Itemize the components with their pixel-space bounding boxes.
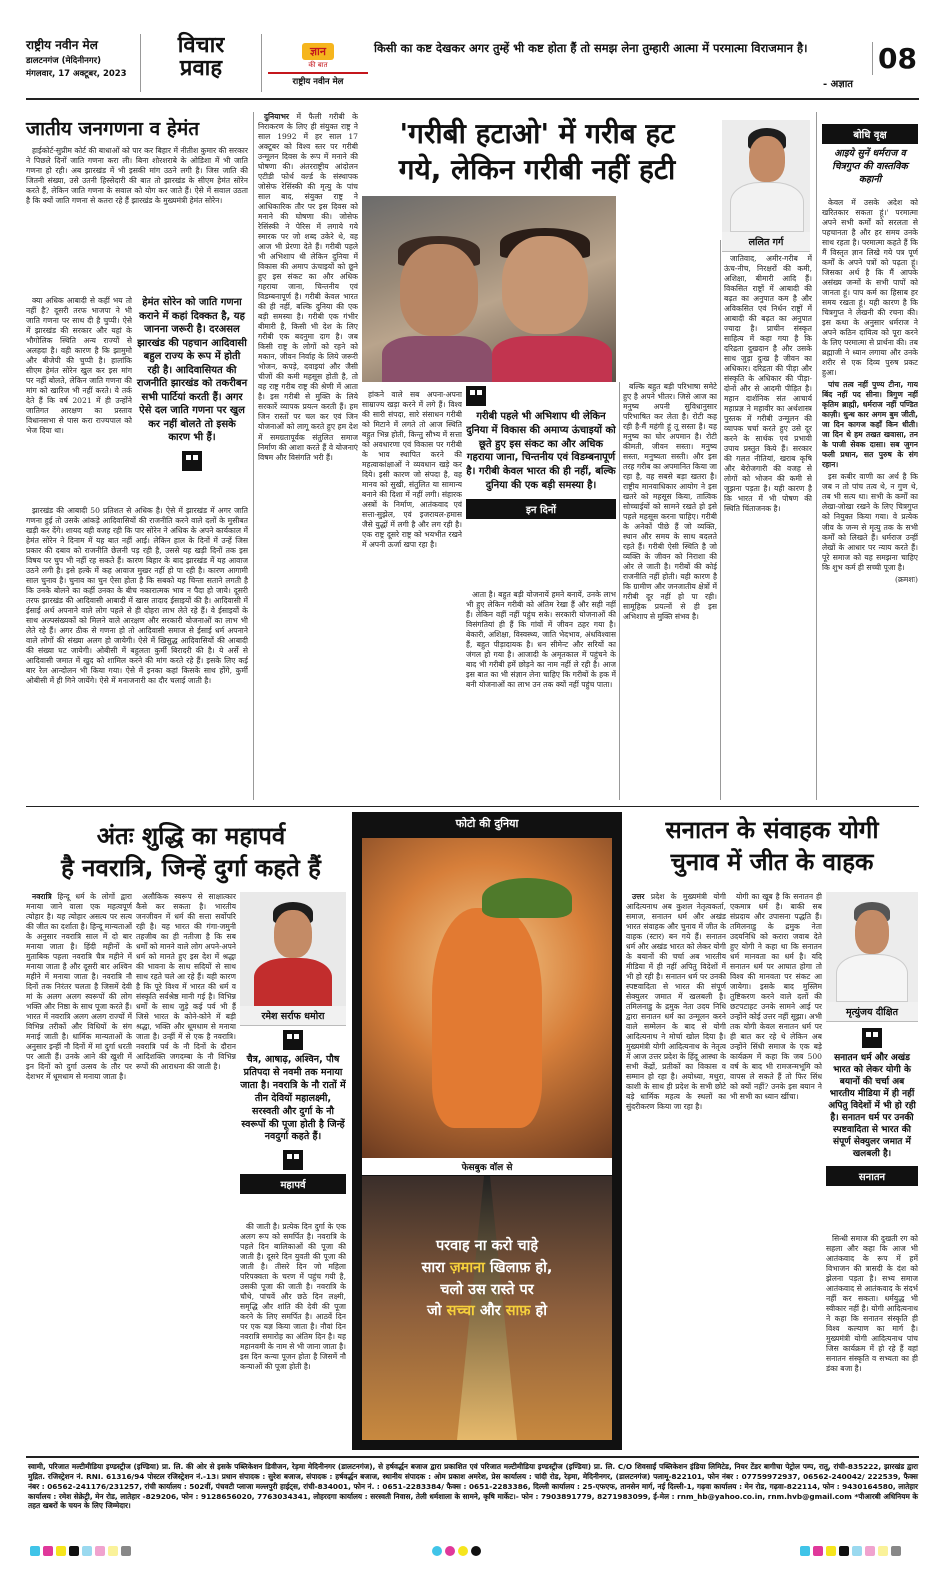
- imprint-note: *पीआरबी अधिनियम के तहत खबरों के चयन के लिए जिम्मेदार।: [28, 1491, 918, 1511]
- quote-author: - अज्ञात: [823, 79, 853, 90]
- author-name: ललित गर्ग: [722, 232, 810, 252]
- registration-dots: [432, 1546, 481, 1558]
- article2-text: में फैली गरीबी के निराकरण के लिए ही संयुक्त राष्ट्र ने साल 1992 में हर साल 17 अक्टूबर को विश्व स्तर पर गरीबी उन्मूलन दिवस के रूप में मनाने की घोषणा की। अंतरराष्ट्रीय आंदोलन एटीडी फोर्थ वर्ल्ड के संस्थापक जोसेफ रेसिंस्की की मृत्यु के पांच साल बाद, संयुक्त राष्ट्र ने आधिकारिक तौर पर इस दिवस को मनाने की घोषणा की। जोसेफ रेसिंस्की ने पेरिस में लगाये गये स्मारक पर जो शब्द उकेरे थे, वह आज भी प्रेरणा देते हैं। गरीबी पहले भी अभिशाप थी लेकिन दुनिया में विकास की अमाप ऊंचाइयों को छूने हुए इस संकट का और अधिक गहराया जाना, चिन्तनीय एवं विडम्बनापूर्ण है। गरीबी केवल भारत की ही नहीं, बल्कि दुनिया की एक बड़ी समस्या है। गरीबी एक गंभीर बीमारी है, किसी भी देश के लिए गरीबी एक बदनुमा दाग है। जब किसी राष्ट्र के लोगों को रहने को मकान, जीवन निर्वाह के लिये जरूरी भोजन, कपड़े, दवाइयां और जैसी चीजों की कमी महसूस होती है, तो वह राष्ट्र गरीब राष्ट्र की श्रेणी में आता है। इस गरीबी से मुक्ति के लिये सरकारें व्यापक प्रयत्न करती हैं। हम जिन रास्तों पर चल कर एवं जिन योजनाओं को लागू करते हुए हम देश में समग्रतापूर्वक संतुलित समाज निर्माण की आशा करते हैं वे योजनाएं विषम और विसंगति भरी हैं।: [258, 112, 358, 462]
- color-swatches-right: [800, 1546, 901, 1558]
- date-line: मंगलवार, 17 अक्टूबर, 2023: [26, 69, 127, 79]
- pullquote-text: चैत्र, आषाढ़, अश्विन, पौष प्रतिपदा से नवमी तक मनाया जाता है। नवरात्रि के नौ रातों में तीन देवियों महालक्ष्मी, सरस्वती और दुर्गा के नौ स्वरूपों की पूजा होती है जिन्हें नवदुर्गा कहते हैं।: [240, 1054, 346, 1143]
- swatch: [82, 1546, 92, 1556]
- verse-line: [370, 1258, 604, 1280]
- article2-body-4: [623, 382, 717, 800]
- article5-para: [626, 892, 726, 1112]
- verse-word: साफ़: [505, 1303, 531, 1320]
- bodhi-end: (क्रमशः): [895, 574, 918, 584]
- article4-text: हिन्दू धर्म के लोगों द्वारा मनाया जाने वाला एक महत्वपूर्ण त्योहार है। यह त्योहार असत्य पर सत्य की जीत का दर्शाता है। हिन्दू मान्यताओं के अनुसार नवरात्रि साल में दो बार मनाया जाता है। हिंदी महीनों के मुताबिक पहला नवरात्रि चैत्र महीने में मनाया जाता है और दूसरी बार अश्विन महीने में मनाया जाता है। नवरात्रि नौ दिनों तक निरंतर चलता है जिसमें देवी मां के अलग अलग स्वरूपों की लोग भक्ति और निष्ठा के साथ पूजा करते हैं। भारत में नवरात्रि अलग अलग राज्यों में विभिन्न तरीकों और विधियों के संग मनाई जाती है। धार्मिक मान्यताओं के अनुसार इन्हीं नौ दिनों में मां दुर्गा धरती पर आती हैं। उनके आने की खुशी में इन दिनों को दुर्गा उत्सव के तौर पर देशभर में धूमधाम से मनाया जाता है।: [26, 892, 132, 1082]
- imprint-text: स्वामी, परिजात मल्टीमीडिया इण्डस्ट्रीज (इण्डिया) प्रा. लि. की ओर से इसके पब्लिकेशन डिवीजन, रेड़मा मेदिनीनगर (डालटनगंज), से हर्षवर्द्धन बजाज द्वारा प्रकाशित एवं परिजात मल्टीमीडिया इण्डस्ट्रीज (इण्डिया) प्रा. लि. C/O शिवसाईं पब्लिकेशन इंडिया लिमिटेड, नियर टेंडर बागीचा पेट्रोल पम्प, रातू, रांची-835222, झारखंड द्वारा मुद्रित. रजिस्ट्रेशन नं. RNI. 61316/94 पोस्टल रजिस्ट्रेशन नं.-13। प्रधान संपादक : सुरेश बजाज, संपादक : हर्षवर्द्धन बजाज, स्थानीय संपादक : ओम प्रकाश अमरेश, प्रेस कार्यालय : चांदी रोड, रेड़मा, मेदिनीनगर, (डालटनगंज) पलामू-822101, फोन नंबर : 07759972937, 06562-240042/ 222539, फैक्स नंबर : 06562-241176/231257, रांची कार्यालय : 502वीं, पंचवटी प्लाजा मल्लपुरी हाईट्स, रांची-834001, फोन नं. : 0651-2283384/ फैक्स : 0651-2283386, दिल्ली कार्यालय : 25-एफएफ, तानसेन मार्ग, नई दिल्ली-1, गढ़वा कार्यालय : मेन रोड, गढ़वा-822114, फोन : 9430164580, लातेहार कार्यालय : रमेश सेक्रेट्री, मेन रोड, लातेहार -829206, फोन : 9128656020, 7763034341, लोहरदगा कार्यालय : सरस्वती निवास, तेली धर्मशाला के सामने, कृषि मार्केट।- फोन : 7903891779, 8271983099, ई-मेल : rnm_hb@yahoo.co.in, rnm.hvb@gmail.com: [28, 1462, 918, 1501]
- swatch: [800, 1546, 810, 1556]
- article1-pullquote: [136, 296, 248, 502]
- footer-rule: [26, 1456, 919, 1458]
- article5-headline-line1: सनातन के संवाहक योगी: [665, 816, 879, 844]
- page-number: 08: [872, 42, 922, 75]
- gyan-sub: की बात: [308, 61, 328, 69]
- article5-headline-line2: चुनाव में जीत के वाहक: [670, 848, 874, 877]
- swatch: [813, 1546, 823, 1556]
- article4-body-2: [136, 892, 236, 1450]
- quote-image: [362, 1176, 612, 1440]
- section-title: [140, 34, 262, 92]
- article1-body-1: [26, 146, 248, 294]
- author-photo-lalit: [722, 120, 810, 232]
- photo-world-title: फोटो की दुनिया: [455, 817, 519, 830]
- article2-para: हांकने वाले सब अपना-अपना साम्राज्य खड़ा करने में लगे हैं। विश्व की सारी संपदा, सारे संसाधन गरीबी को मिटाने में लगते तो आज स्थिति बहुत भिन्न होती, किन्तु सौभ्य में सत्ता को अवधारणा एवं विकास पर गरीबी के भाव स्थापित करने की महत्वाकांक्षाओं ने व्यवधान खड़े कर दिये। इसी कारण जो संपदा है, वह मानव को सुखी, संतुलित या सामान्य बनाने की दिशा में नहीं लगी। संहारक अस्त्रों के निर्माण, आतंकवाद एवं सत्ता-सुझेल, एवं इजरायल-हमास जैसे युद्धों में लगी है और लग रही है। एक राष्ट्र दूसरे राष्ट्र को भयभीत रखने में अपनी ऊर्जा खपा रहा है।: [362, 390, 462, 550]
- photo-credit: फेसबुक वॉल से: [362, 1158, 612, 1175]
- author-name: रमेश सर्राफ धमोरा: [240, 1006, 346, 1026]
- quote-mark-icon: [283, 1150, 303, 1170]
- verse-word: सारा: [421, 1259, 445, 1276]
- section-title-line1: विचार: [177, 33, 225, 58]
- pullquote-text: हेमंत सोरेन को जाति गणना कराने में कहां दिक्कत है, यह जानना जरूरी है। दरअसल झारखंड की पहचान आदिवासी बहुल राज्य के रूप में होती रही है। आदिवासियत की राजनीति झारखंड को तकरीबन सभी पार्टियां करती हैं। अगर ऐसे दल जाति गणना पर खुल कर नहीं बोलते तो इसके कारण भी हैं।: [136, 297, 248, 443]
- photo-shape: [482, 878, 572, 918]
- swatch: [891, 1546, 901, 1556]
- pullquote-text: गरीबी पहले भी अभिशाप थी लेकिन दुनिया में विकास की अमाप्य ऊंचाइयों को छूते हुए इस संकट का और अधिक गहराया जाना, चिन्तनीय एवं विडम्बनापूर्ण है। गरीबी केवल भारत की ही नहीं, बल्कि दुनिया की एक बड़ी समस्या है।: [466, 411, 616, 491]
- imprint-line: [28, 1462, 918, 1511]
- column-tag: सनातन: [826, 1166, 918, 1186]
- bodhi-headline: आइये सुनें धर्मराज व चित्रगुप्त की वास्तविक कहानी: [832, 148, 908, 185]
- swatch: [69, 1546, 79, 1556]
- swatch: [56, 1546, 66, 1556]
- author-photo-mrityunjay: [826, 892, 918, 1002]
- bodhi-body: [822, 198, 918, 800]
- swatch: [121, 1546, 131, 1556]
- swatch: [95, 1546, 105, 1556]
- article5-body-1: [626, 892, 726, 1450]
- photo-shape: [492, 336, 612, 382]
- col-divider: [816, 112, 817, 800]
- article1-para: क्या अधिक आबादी से कहीं भय तो नहीं है? दूसरी तरफ भाजपा ने भी जाति गणना पर साथ दी है चुप्पी। ऐसे में झारखंड की सरकार और यहां के भौगोलिक स्थिति अन्य राज्यों से अलहदा है। वही कारण है कि झामुमो और बीजेपी की चुप्पी है। हालांकि सीएम हेमंत सोरेन खुल कर इस मांग पर नहीं बोलते, लेकिन जाति गणना की मांग को खारिज भी नहीं करते। ये तर्क देते हैं कि वर्ष 2021 में ही उन्होंने जातिगत आरक्षण का प्रस्ताव विधानसभा से पास करा राज्यपाल को भेज दिया था।: [26, 296, 132, 436]
- swatch: [108, 1546, 118, 1556]
- article4-para: की जाती है। प्रत्येक दिन दुर्गा के एक अलग रूप को समर्पित है। नवरात्रि के पहले दिन बालिकाओं की पूजा की जाती है। दूसरे दिन युवती की पूजा की जाती है। तीसरे दिन जो महिला परिपक्वता के चरण में पहुंच गयी है, उसकी पूजा की जाती है। नवरात्रि के चौथे, पांचवें और छठे दिन लक्ष्मी, समृद्धि और शांति की देवी की पूजा करने के लिए समर्पित है। आठवें दिन पर एक यज्ञ किया जाता है। नौवां दिन नवरात्रि समारोह का अंतिम दिन है। यह महानवमी के नाम से भी जाना जाता है। इस दिन कन्या पूजन होता है जिसमें नौ कन्याओं की पूजा होती है।: [240, 1222, 346, 1372]
- verse-line: [370, 1301, 604, 1323]
- section-rule: [26, 806, 919, 807]
- swatch: [852, 1546, 862, 1556]
- swatch: [30, 1546, 40, 1556]
- swatch: [865, 1546, 875, 1556]
- verse-word: हो: [535, 1303, 547, 1320]
- verse-word: ज़माना: [449, 1259, 485, 1276]
- photo-world-box: [352, 812, 622, 1450]
- photo-shape: [274, 910, 312, 958]
- photo-shape: [836, 954, 908, 1002]
- quote-image-text: [370, 1236, 604, 1323]
- swatch: [839, 1546, 849, 1556]
- article1-para: झारखंड की आबादी 50 प्रतिशत से अधिक है। ऐसे में झारखंड में अगर जाति गणना हुई तो उसके आंकड़े आदिवासियों की राजनीति करने वाले दलों के मुसीबत खड़ी कर देंगे। शायद यही वजह रही कि पार सोरेन ने अधिक के अपने कार्यकाल में हेमंत सोरेन ने दिनाम में यह बात नहीं आई। लेकिन हाल के दिनों में उन्हें जिस प्रकार की दबाव को राजनीति छेलनी पड़ रही है, उससे यह खड़ी दिनों तक इस विषय पर चुप भी नहीं रह सकते हैं। कारण बिहार के बाद झारखंड में यह आवाज उठने लगी है। इसे हल्के में कह आवाज मुखर नहीं हो पा रही है। कारण आगामी साल चुनाव है। चुनाव का चुन ऐसा होता है कि सबको यह चिन्ता सताने लगती है कि उनके बोलने का कहीं उनका के बीच नकारात्मक भाव न पैदा हो जाये। दूसरी तरफ झारखंड की आदिवासी आबादी में खास तादाद ईसाइयों की है। आदिवासी में ईसाई अर्थ अपनाने वाले लोग पहले से ही दोहरा लाभ लेते रहे हैं। वे ईसाइयों के साथ अल्पसंख्यकों को मिलने वाले आरक्षण और सरकारी योजनाओं का लाभ भी लेते रहे हैं। अगर ठीक से गणना हो तो आदिवासी समाज से ईसाई धर्म अपनाने वाले लोगों की संख्या अलग हो जायेगी। ऐसे में खिसुद्ध आदिवासियों की आबादी की संख्या घट जायेगी। ओबीसी में बहुलता कुर्मी बिरादरी की है। ये अर्से से आदिवासी जमात में खुद को शामिल करने की मांग करते रहे हैं। इसके लिए कई बार रेल आन्दोलन भी किया गया। ऐसे में इनका कहां किसके साथ होंगे, कुर्मी ओबीसी में ही गिने जायेंगे। ऐसे में मनाजनारी का दौर चलाई जाती है।: [26, 506, 248, 686]
- article4-headline-line2: है नवरात्रि, जिन्हें दुर्गा कहते हैं: [61, 854, 321, 883]
- article2-para: आता है। बहुत बड़ी योजनायें हमने बनायें, उनके लाभ भी हुए लेकिन गरीबी को अंतिम रेखा हैं और सही नहीं हैं। लेकिन वहीं नहीं पहुंच सके। सरकारी योजनाओं की विसंगतियां ही हैं कि गांवों में जीवन ठहर गया है। बेकारी, अशिक्षा, विस्वस्थ्य, जाति भेदभाव, अंधविश्वास हैं, बहुत पीड़ादायक है। धन सीमेन्ट और सरियों का जंगल हो गया है। आजादी के अमृतकाल में पहुंचने के बाद भी गरीबी हमें छोड़ने का नाम नहीं ले रही है। आज इस बात का भी संज्ञान लेना चाहिए कि गरीबों के हक में बनी योजनाओं का लाभ उन तक क्यों नहीं पहुंच पाता।: [466, 590, 616, 690]
- article2-para: बल्कि बहुत बड़ी परिभाषा समेटे हुए है अपने भीतर। जिसे आज का मनुष्य अपनी सुविधानुसार परिभाषित कर लेता है। रोटी कह रही है-मैं महंगी हूं तू सस्ता है। यह मनुष्य का घोर अपमान है। रोटी कीमती, जीवन सस्ता। मनुष्य सस्ता, मनुष्यता सस्ती। और इस तरह गरीब का अपमानित किया जा रहा है, वह सबसे बड़ा खतरा है। राष्ट्रीय मानवाधिकार आयोग ने इस खतरे को महसूस किया, तात्विक सोच्चाईयों को सामने रखते हो इसे पहले महसूस करना चाहिए। गरीबी के अनेकों पीछे हैं जो व्यक्ति, स्थान और समय के साथ बदलते रहते हैं। गरीबी ऐसी स्थिति है जो व्यक्ति के जीवन को निराशा की ओर ले जाती है। गरीबों की कोई राजनीति नहीं होती। यही कारण है कि ग्रामीण और जनजातीय क्षेत्रों में गरीबी दूर नहीं हो पा रही। सामूहिक प्रयत्नों से ही इस अभिशाप से मुक्ति संभव है।: [623, 382, 717, 622]
- bodhi-para: केवल में उसके अदेश को खरितकार सकता हूं।' परमात्मा अपने सभी कर्मों को सरलता से पहचानता है और हर समय उनके साथ रहता है। परमात्मा कहते हैं कि मैं विस्तृत ज्ञान लिखे गये पत्र पूर्ण कर्मों के अपने पत्रों को पढ़ता हूं। जिसका अर्थ है कि मैं आपके असंख्य जन्मों के सभी पापों को जानता हूं। पाप कर्म का हिसाब हर समय रखता हूं। यही कारण है कि चित्रगुप्त ने लेखनी की रचना की। इस कथा के अनुसार धर्मराज ने अपने कठिन दायित्व को पूरा करने के लिए परमात्मा से प्रार्थना की। तब ब्रह्माजी ने ध्यान लगाया और उनके शरीर से एक दिव्य पुरुष प्रकट हुआ।: [822, 198, 918, 378]
- article2-lead: दुनियाभर: [264, 112, 290, 121]
- quote-mark-icon: [466, 386, 486, 406]
- masthead-rule: [26, 98, 919, 100]
- children-photo: [362, 196, 616, 382]
- article5-para: सिन्धी समाज की दुखती रग को सहला और कहा कि आज भी आतंकवाद के रूप में हमें विभाजन की त्रासदी के दंश को झेलना पड़ता है। सभ्य समाज आतंकवाद से आतंकवाद के संदर्भ नहीं कर सकता। धर्मयुद्ध भी स्वीकार नहीं है। योगी आदित्यनाथ ने कहा कि सनातन संस्कृति ही विश्व कल्याण का मार्ग है। मुख्यमंत्री योगी आदित्यनाथ पांच जिस कार्यक्रम में हो रहे हैं वहां सनातन संस्कृति व सभ्यता का ही डंका बजा है।: [826, 1234, 918, 1374]
- photo-shape: [432, 908, 542, 1128]
- quote-mark-icon: [283, 1030, 303, 1050]
- gyan-ki-baat-logo: [268, 40, 368, 88]
- brand-block: [26, 36, 136, 79]
- photo-shape: [730, 182, 804, 232]
- article3-body-1: [724, 254, 812, 800]
- verse-word: सच्चा: [446, 1303, 475, 1320]
- article4-lead: नवरात्रि: [32, 892, 52, 901]
- bodhi-tag: बोधि वृक्ष: [822, 124, 918, 144]
- bodhi-para: इस कबीर वाणी का अर्थ है कि जब न तो पांच तत्व थे, न गुण थे, तब भी सत्य था। सभी के कर्मों का लेखा-जोखा रखने के लिए चित्रगुप्त को नियुक्त किया गया। वे प्रत्येक जीव के जन्म से मृत्यु तक के सभी कर्मों को लिखते हैं। धर्मराज उन्हीं लेखों के आधार पर न्याय करते हैं। पूरे समाज को यह समझना चाहिए कि शुभ कर्म ही सच्ची पूजा है।: [822, 472, 918, 572]
- author-photo-ramesh: [240, 892, 346, 1006]
- swatch: [445, 1546, 455, 1556]
- article3-para: जातिवाद, अमीर-गरीब में ऊंच-नीच, निरक्षरों की कमी, अशिक्षा, बीमारी आदि हैं। विकसित राष्ट्रों में आबादी की बढ़त का अनुपात कम है और अविकसित एवं निर्धन राष्ट्रों में आबादी की बढ़त का अनुपात ज्यादा है। प्राचीन संस्कृत साहित्य में कहा गया है कि दरिद्रता दुखदान है और उसके साथ जुड़ा दुःख है जीवन का अधिकार। दरिद्रता की पीड़ा और संस्कृति के अधिकार की पीड़ा-दोनों और से आदमी पीड़ित है। महान दार्शनिक संत आचार्य महाप्रज्ञ ने महावीर का अर्थशास्त्र पुस्तक में गरीबी उन्मूलन की व्यापक चर्चा करते हुए उसे दूर करने के सार्थक एवं प्रभावी उपाय प्रस्तुत किये हैं। सरकार की गलत नीतियां, खराब कृषि और बेरोजगारी की वजह से लोगों को भोजन की कमी से जूझना पड़ता है। यही कारण है कि भारत में भी पोषण की स्थिति चिंताजनक है।: [724, 254, 812, 514]
- article4-headline-line1: अंतः शुद्धि का महापर्व: [96, 822, 286, 850]
- author-name: मृत्युंजय दीक्षित: [826, 1002, 918, 1022]
- article5-pullquote: [826, 1028, 918, 1212]
- swatch: [826, 1546, 836, 1556]
- article1-headline: जातीय जनगणना व हेमंत: [26, 118, 200, 140]
- article2-pullquote: [466, 382, 616, 582]
- photo-shape: [400, 244, 478, 336]
- verse-word: खिलाफ़ हो,: [489, 1259, 553, 1276]
- photo-shape: [502, 236, 588, 334]
- hanuman-image: [362, 838, 612, 1158]
- article4-headline: [26, 820, 356, 885]
- col-divider: [720, 240, 721, 800]
- article2-body-3: [466, 590, 616, 800]
- article1-para: हाईकोर्ट-सुप्रीम कोर्ट की बाधाओं को पार कर बिहार में नीतीश कुमार की सरकार ने पिछले दिनों जाति गणना करा ली। बिना शोरशराबे के ओडिशा में भी जाति गणना हो रही। अब झारखंड में भी इसकी मांग उठने लगी है। जिस जाति की जितनी संख्या, उसे उतनी हिस्सेदारी की बात तो झारखंड के सीएम हेमंत सोरेन करते हैं, लेकिन जाति गणना के सवाल को योग कर जाते हैं। ऐसे में सवाल उठता है कि क्यों जाति गणना से कतरा रहे हैं झारखंड के मुख्यमंत्री हेमंत सोरेन।: [26, 146, 248, 206]
- article2-body-1: [258, 112, 358, 800]
- article4-para: [26, 892, 132, 1082]
- article5-lead: उत्तर: [632, 892, 645, 901]
- verse-word: जो: [427, 1303, 442, 1320]
- verse-line: परवाह ना करो चाहे: [435, 1238, 539, 1254]
- article5-para: योगी का खूब है कि सनातन ही एकमात्र धर्म है। बाकी सब संप्रदाय और उपासना पद्धति हैं। तमिलनाडु के द्रमुक नेता उदयनिधि को करारा जवाब देते हुए योगी ने कहा था कि सनातन धर्म मानवता का धर्म है। यदि सनातन धर्म पर आघात होगा तो विश्व की मानवता पर संकट आ जायेगा। इसके बाद मुस्लिम तुष्टिकरण करने वाले दलों की छटपटाहट उनके सामने आई पर उन्होंने कोई उत्तर नहीं सूझा। अभी तक योगी केवल सनातन धर्म पर ही बात कर रहे थे लेकिन अब उन्होंने सिंधी समाज के एक बड़े कार्यक्रम में कहा कि जब 500 वर्ष के बाद भी रामजन्मभूमि को वापस ले सकते हैं तो फिर सिंध को क्यों नहीं? उनके इस बयान ने भी सभी का ध्यान खींचा।: [730, 892, 822, 1102]
- gyan-brand: राष्ट्रीय नवीन मेल: [268, 72, 368, 87]
- article4-pullquote: [240, 1030, 346, 1210]
- article1-body-3: [26, 506, 248, 798]
- quote-mark-icon: [182, 451, 202, 471]
- article4-para: अलौकिक स्वरूप से साक्षात्कार कैसे कर सकता है। भारतीय जनजीवन में धर्म की सत्ता सर्वोपरि रही है। यह भारत की गंगा-जमुनी तहजीब का ही नतीजा है कि सब धर्मों को मानने वाले लोग अपने-अपने धर्म को मानते हुए इस देश में श्रद्धा की भावना के साथ सदियों से साथ साथ रहते चले आ रहे हैं। यही कारण है कि पूरे विश्व में भारत की धर्म व संस्कृति सर्वश्रेष्ठ मानी गई है। विभिन्न धर्मों के साथ जुड़े कई पर्व भी हैं जिसे भारत के कोने-कोने में बड़ी श्रद्धा, भक्ति और धूमधाम से मनाया जाता है। उन्हीं में से एक है नवरात्रि। नवरात्रि पर्व के नौ दिनों के दौरान आदिशक्ति जगदम्बा के नौ विभिन्न रूपों की आराधना की जाती है।: [136, 892, 236, 1072]
- verse-word: और: [479, 1303, 501, 1320]
- photo-shape: [855, 910, 889, 954]
- city-line: डालटनगंज (मेदिनीनगर): [26, 56, 102, 66]
- article5-text: प्रदेश के मुख्यमंत्री योगी आदित्यनाथ अब कुशल नेतृत्वकर्ता, समाज, सनातन धर्म और अखंड भारत संवाहक और चुनाव में जीत के वाहक (स्टार) बन गये हैं। सनातन धर्म और अखंड भारत को लेकर योगी के बयानों की चर्चा अब भारतीय मीडिया में ही नहीं अपितु विदेशों में भी हो रही है। सनातन धर्म पर उनकी स्पष्टवादिता से भारत की संपूर्ण सेक्युलर जमात में खलबली है। तमिलनाडु के द्रमुक नेता उदय निधि द्वारा सनातन धर्म का उन्मूलन करने वाले सम्मेलन के बाद से योगी आदित्यनाथ ने मोर्चा खोल दिया है। मुख्यमंत्री योगी आदित्यनाथ के नेतृत्व में आज उत्तर प्रदेश के हिंदू आस्था के सभी केंद्रों, प्रतीकों का विकास व सम्मान हो रहा है। अयोध्या, मथुरा, काशी के साथ ही प्रदेश के सभी छोटे बड़े धार्मिक महत्व के स्थलों का सुंदरीकरण किया जा रहा है।: [626, 892, 726, 1112]
- column-tag: महापर्व: [240, 1174, 346, 1194]
- brand-name: राष्ट्रीय नवीन मेल: [26, 38, 98, 52]
- article5-body-2: [730, 892, 822, 1450]
- swatch: [471, 1546, 481, 1556]
- photo-shape: [382, 336, 492, 382]
- photo-shape: [749, 136, 785, 182]
- article3-headline-line1: 'गरीबी हटाओ' में गरीब हट: [399, 117, 675, 150]
- swatch: [432, 1546, 442, 1556]
- column-tag: इन दिनों: [466, 499, 616, 519]
- swatch: [43, 1546, 53, 1556]
- article3-headline-line2: गये, लेकिन गरीबी नहीं हटी: [398, 153, 676, 187]
- article4-body-1: [26, 892, 132, 1450]
- swatch: [458, 1546, 468, 1556]
- article1-body-2: [26, 296, 132, 502]
- quote-mark-icon: [862, 1028, 882, 1048]
- swatch: [878, 1546, 888, 1556]
- article5-body-3: [826, 1234, 918, 1450]
- article5-headline: [626, 814, 918, 879]
- col-divider: [619, 382, 620, 800]
- section-title-line2: प्रवाह: [179, 56, 223, 82]
- photo-shape: [254, 958, 332, 1006]
- article4-body-3: [240, 1222, 346, 1450]
- quote-of-day: किसी का कष्ट देखकर अगर तुम्हें भी कष्ट होता हैं तो समझ लेना तुम्हारी आत्मा में परमात्मा विराजमान है।: [374, 41, 808, 55]
- color-swatches-left: [30, 1546, 131, 1558]
- pullquote-text: सनातन धर्म और अखंड भारत को लेकर योगी के बयानों की चर्चा अब भारतीय मीडिया में ही नहीं अपितु विदेशों में भी हो रही है। सनातन धर्म पर उनकी स्पष्टवादिता से भारत की संपूर्ण सेक्युलर जमात में खलबली है।: [828, 1053, 916, 1160]
- gyan-badge: ज्ञान: [302, 43, 334, 60]
- article2-para: [258, 112, 358, 463]
- verse-line: चलो उस रास्ते पर: [440, 1281, 534, 1298]
- col-divider: [253, 112, 254, 800]
- article3-headline: [362, 116, 712, 189]
- bodhi-bold-verse: पांच तत्व नहीं पुण्य टीना, गाय बिंद नहीं पद सीना। त्रिगुण नहीं कृतिम ब्राह्मी, धर्मराज नहीं पण्डित काज़ी। धुन्ध कार अगम बुम जीती, जा दिन कागज कहाँ किन धीती। जा दिन थे हम तखत खवासा, तन के पाजी सेवक दासा। सब जुगन फली प्रधान, सत पुरुष के संग रहान।: [822, 380, 918, 470]
- article2-body-2: [362, 390, 462, 800]
